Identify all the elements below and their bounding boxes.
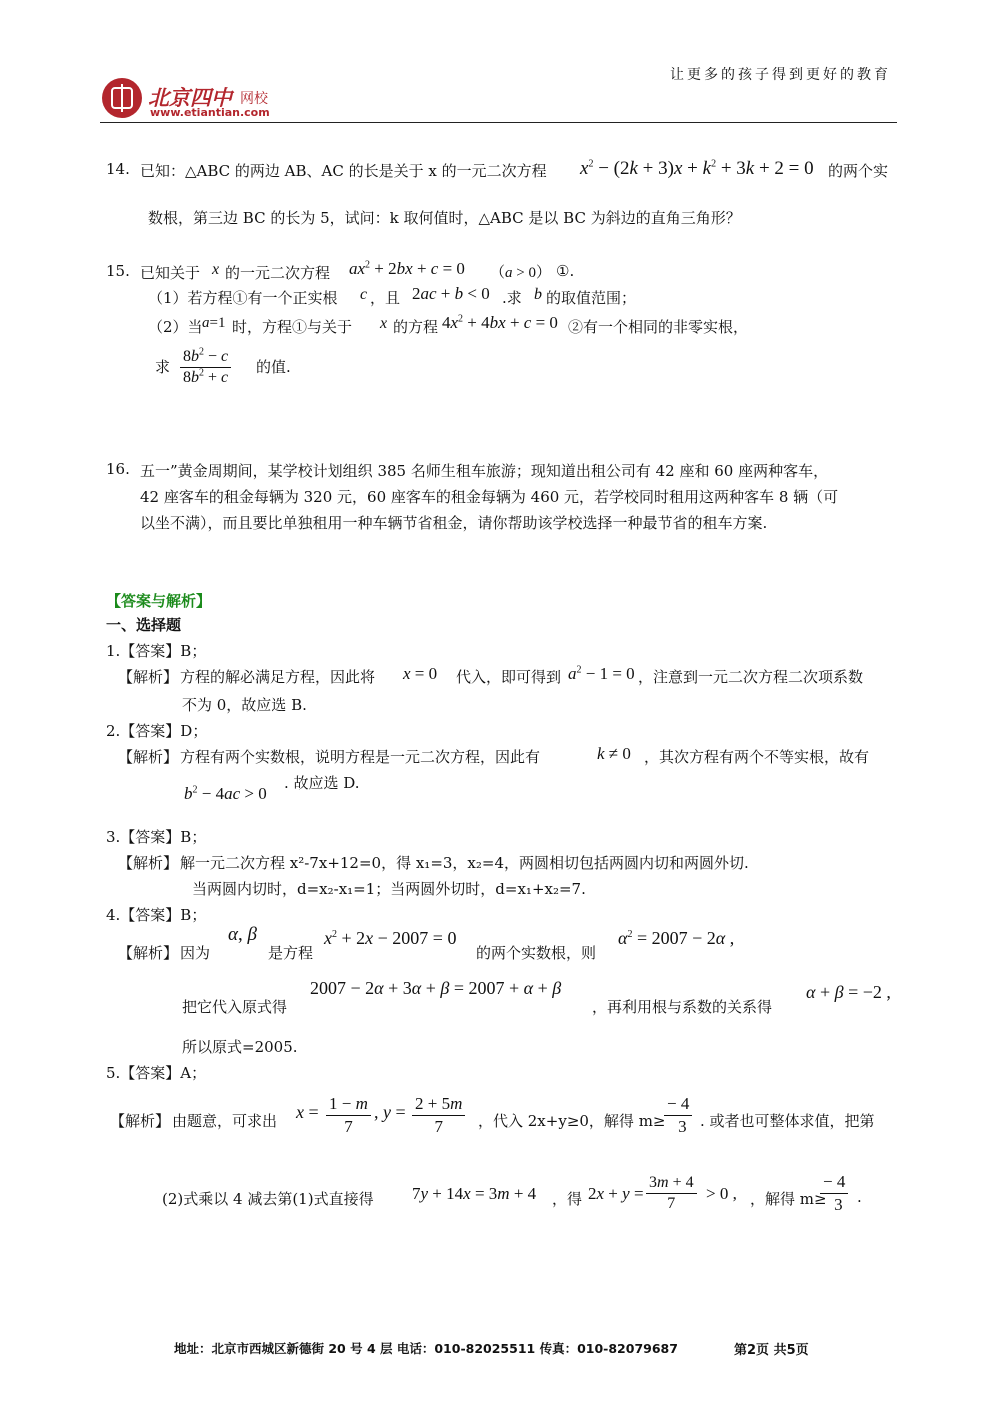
a2-t1: 方程有两个实数根，说明方程是一元二次方程，因此有 — [180, 748, 541, 766]
a5-head: 5.【答案】A； — [106, 1064, 207, 1082]
a5-t1: 由题意，可求出 — [172, 1112, 278, 1130]
a2-t2: ，其次方程有两个不等实根，故有 — [644, 748, 870, 766]
logo-url: www.etiantian.com — [150, 106, 270, 119]
q15-part2-a: （2）当 — [148, 318, 203, 336]
header-rule — [100, 122, 897, 123]
a4-equation: $x^2 + 2x - 2007 = 0$ — [324, 928, 457, 948]
q16-line3: 以坐不满），而且要比单独租用一种车辆节省租金，请你帮助该学校选择一种最节省的租车方案. — [140, 514, 768, 532]
q14-line1: 已知：△ABC 的两边 AB、AC 的长是关于 x 的一元二次方程 — [140, 162, 547, 180]
q15-part2-c: 的方程 — [393, 318, 439, 336]
q15-part1-c: .求 — [502, 289, 522, 307]
a4-roots: α, β — [228, 924, 257, 945]
a4-t6: 所以原式=2005. — [182, 1038, 298, 1056]
a4-jx: 【解析】 — [118, 944, 179, 962]
a1-expr: $a^2 - 1 = 0$ — [568, 664, 635, 683]
a4-t2: 是方程 — [268, 944, 314, 962]
q16-line2: 42 座客车的租金每辆为 320 元，60 座客车的租金每辆为 460 元，若学校同时租用这两种客车 8 辆（可 — [140, 488, 839, 506]
q15-part2-d: ②有一个相同的非零实根， — [568, 318, 749, 336]
q15-condition: （a > 0） — [490, 265, 551, 281]
a1-head: 1.【答案】B； — [106, 642, 207, 660]
a5-t3: . 或者也可整体求值，把第 — [700, 1112, 875, 1130]
a5-2x-y: 2x + y = — [588, 1184, 644, 1203]
a1-t2: 代入，即可得到 — [456, 668, 562, 686]
a2-k-ne-0: k ≠ 0 — [597, 744, 631, 763]
q15-var-x2: x — [380, 315, 388, 332]
a5-t6: ，解得 m≥ — [750, 1190, 827, 1208]
q14-line1-end: 的两个实 — [828, 162, 889, 180]
a2-t3: . 故应选 D. — [284, 774, 360, 792]
a5-bound2: $\frac{- 4}{3}$ — [820, 1172, 848, 1215]
a5-jx: 【解析】 — [110, 1112, 171, 1130]
a2-jx: 【解析】 — [118, 748, 179, 766]
q15-var-c: c — [360, 286, 368, 303]
q15-intro-c: ①. — [556, 262, 575, 280]
a2-discriminant: $b^2 - 4ac > 0$ — [184, 784, 267, 803]
answers-title: 【答案与解析】 — [106, 592, 212, 610]
q15-var-b: b — [534, 286, 542, 303]
q15-equation1: $ax^2 + 2bx + c = 0$ — [349, 259, 465, 278]
a4-head: 4.【答案】B； — [106, 906, 207, 924]
q15-ask-post: 的值. — [256, 358, 291, 376]
q15-equation2: $4x^2 + 4bx + c = 0$ — [442, 313, 558, 332]
a5-x-frac: $\frac{1 - m}{7}$ — [326, 1094, 371, 1137]
a5-eq-combined: 7y + 14x = 3m + 4 — [412, 1184, 537, 1203]
q15-number: 15. — [106, 262, 130, 280]
a5-period: . — [857, 1188, 862, 1206]
a5-t4: (2)式乘以 4 减去第(1)式直接得 — [162, 1190, 374, 1208]
logo-emblem-icon — [102, 78, 142, 118]
a4-t5: ，再利用根与系数的关系得 — [592, 998, 773, 1016]
q15-fraction: $\frac{8b^2 - c}{8b^2 + c}$ — [180, 348, 231, 387]
a1-t4: 不为 0，故应选 B. — [182, 696, 307, 714]
q15-part1-d: 的取值范围； — [546, 289, 637, 307]
a5-y-eq: , y = — [374, 1102, 406, 1122]
page-number: 第2页 共5页 — [734, 1343, 809, 1358]
a5-frac2: $\frac{3m + 4}{7}$ — [646, 1174, 697, 1213]
a4-substitution: 2007 − 2α + 3α + β = 2007 + α + β — [310, 978, 562, 998]
q15-part2-b: 时，方程①与关于 — [232, 318, 353, 336]
q15-intro-a: 已知关于 — [140, 264, 201, 282]
a5-bound1: $\frac{- 4}{3}$ — [664, 1094, 692, 1137]
q15-inequality: 2ac + b < 0 — [412, 284, 490, 303]
section-title: 一、选择题 — [106, 616, 182, 634]
a3-jx: 【解析】 — [118, 854, 179, 872]
a4-alpha-sq: $\alpha^2 = 2007 - 2\alpha$ , — [618, 928, 735, 948]
a5-gt-0: > 0 , — [706, 1184, 737, 1203]
slogan: 让更多的孩子得到更好的教育 — [670, 67, 891, 83]
a4-t1: 因为 — [180, 944, 211, 962]
a1-x-eq-0: x = 0 — [403, 664, 438, 683]
q15-part1-a: （1）若方程①有一个正实根 — [148, 289, 338, 307]
q14-equation: $x^2 - (2k + 3)x + k^2 + 3k + 2 = 0$ — [580, 158, 814, 179]
q16-line1: 五一”黄金周期间，某学校计划组织 385 名师生租车旅游；现知道出租公司有 42 座和 60 座两种客车， — [140, 462, 829, 480]
a3-t2: 当两圆内切时，d=x₂-x₁=1；当两圆外切时，d=x₁+x₂=7. — [192, 880, 586, 898]
q14-number: 14. — [106, 160, 130, 178]
q15-a-eq-1: a=1 — [202, 315, 226, 331]
q16-number: 16. — [106, 460, 130, 478]
a4-sum: α + β = −2 , — [806, 982, 891, 1002]
a1-t1: 方程的解必满足方程，因此将 — [180, 668, 376, 686]
a5-t5: ，得 — [552, 1190, 583, 1208]
q15-var-x: x — [212, 261, 220, 278]
a1-t3: ，注意到一元二次方程二次项系数 — [638, 668, 864, 686]
a2-head: 2.【答案】D； — [106, 722, 208, 740]
a5-y-frac: $\frac{2 + 5m}{7}$ — [412, 1094, 465, 1137]
a4-t4: 把它代入原式得 — [182, 998, 288, 1016]
q14-line2: 数根，第三边 BC 的长为 5，试问：k 取何值时，△ABC 是以 BC 为斜边的直角三角形？ — [148, 209, 741, 227]
a1-jx: 【解析】 — [118, 668, 179, 686]
logo-name: 北京四中 — [148, 85, 232, 110]
q15-intro-b: 的一元二次方程 — [225, 264, 331, 282]
a4-t3: 的两个实数根，则 — [476, 944, 597, 962]
footer-address: 地址：北京市西城区新德街 20 号 4 层 电话：010-82025511 传真：010-82079687 — [174, 1341, 678, 1356]
a5-t2: ，代入 2x+y≥0，解得 m≥ — [478, 1112, 666, 1130]
logo-net: 网校 — [240, 91, 268, 107]
a3-t1: 解一元二次方程 x²-7x+12=0，得 x₁=3，x₂=4，两圆相切包括两圆内切和两圆外切. — [180, 854, 749, 872]
q15-ask: 求 — [155, 358, 171, 376]
a5-x-eq: x = — [296, 1102, 319, 1122]
a3-head: 3.【答案】B； — [106, 828, 207, 846]
q15-part1-b: ，且 — [370, 289, 401, 307]
